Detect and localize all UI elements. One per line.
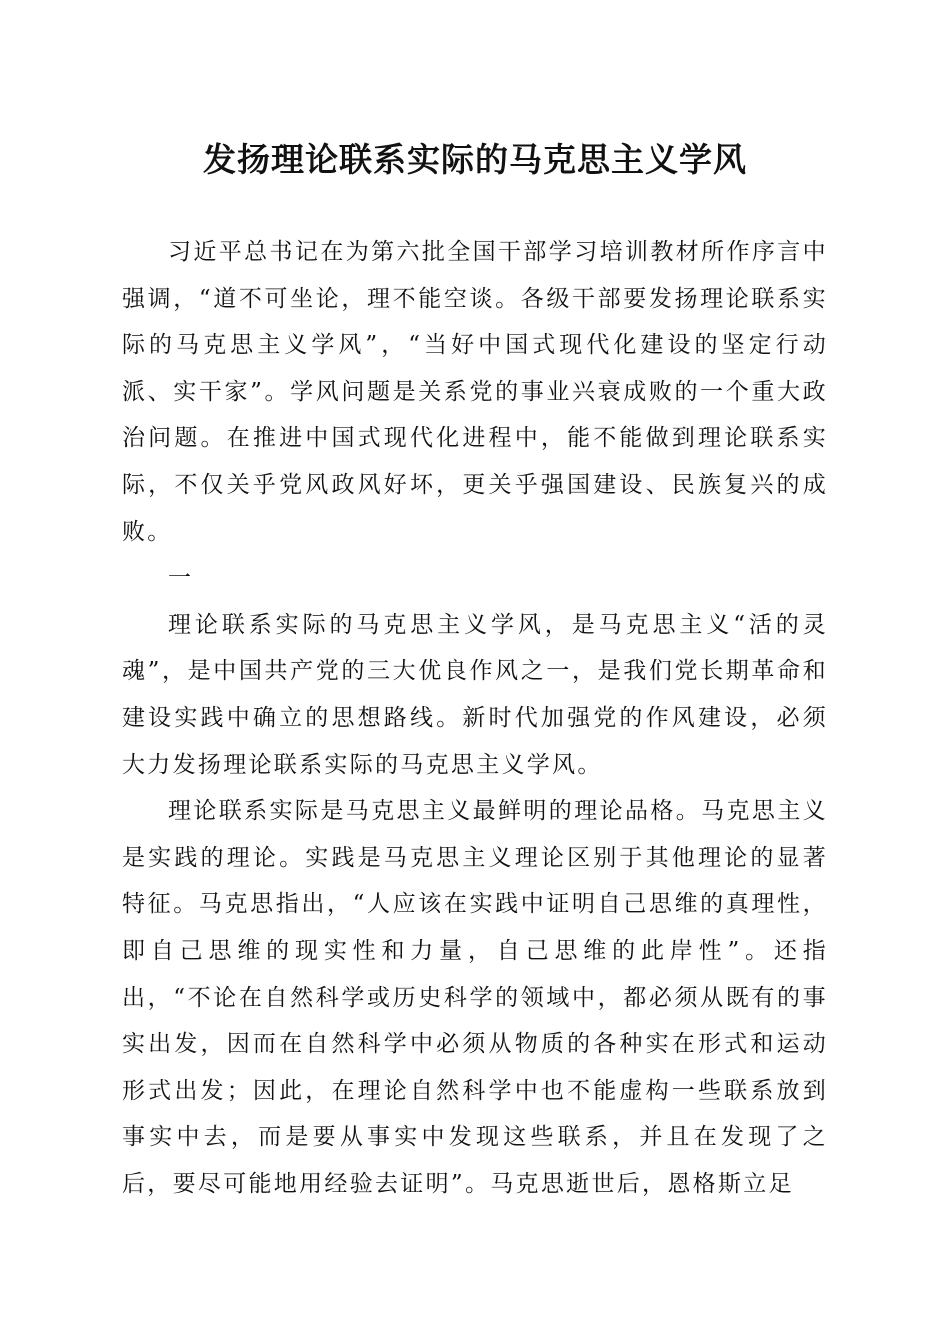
document-title: 发扬理论联系实际的马克思主义学风 <box>203 140 747 179</box>
paragraph-intro: 习近平总书记在为第六批全国干部学习培训教材所作序言中强调，“道不可坐论，理不能空谈。各级干部要发扬理论联系实际的马克思主义学风”，“当好中国式现代化建设的坚定行动派、实干家”。学风问题是关系党的事业兴衰成败的一个重大政治问题。在推进中国式现代化进程中，能不能做到理论联系实际，不仅关乎党风政风好坏，更关乎强国建设、民族复兴的成败。 <box>122 239 828 545</box>
paragraph-theory-practice: 理论联系实际是马克思主义最鲜明的理论品格。马克思主义是实践的理论。实践是马克思主义理论区别于其他理论的显著特征。马克思指出，“人应该在实践中证明自己思维的真理性，即自己思维的现实性和力量，自己思维的此岸性”。还指出，“不论在自然科学或历史科学的领域中，都必须从既有的事实出发，因而在自然科学中必须从物质的各种实在形式和运动形式出发；因此，在理论自然科学中也不能虚构一些联系放到事实中去，而是要从事实中发现这些联系，并且在发现了之后，要尽可能地用经验去证明”。马克思逝世后，恩格斯立足 <box>122 798 828 1197</box>
document-body <box>122 229 828 1207</box>
paragraph-learning-style: 理论联系实际的马克思主义学风，是马克思主义“活的灵魂”，是中国共产党的三大优良作风之一，是我们党长期革命和建设实践中确立的思想路线。新时代加强党的作风建设，必须大力发扬理论联系实际的马克思主义学风。 <box>122 611 828 778</box>
section-number: 一 <box>168 565 193 592</box>
